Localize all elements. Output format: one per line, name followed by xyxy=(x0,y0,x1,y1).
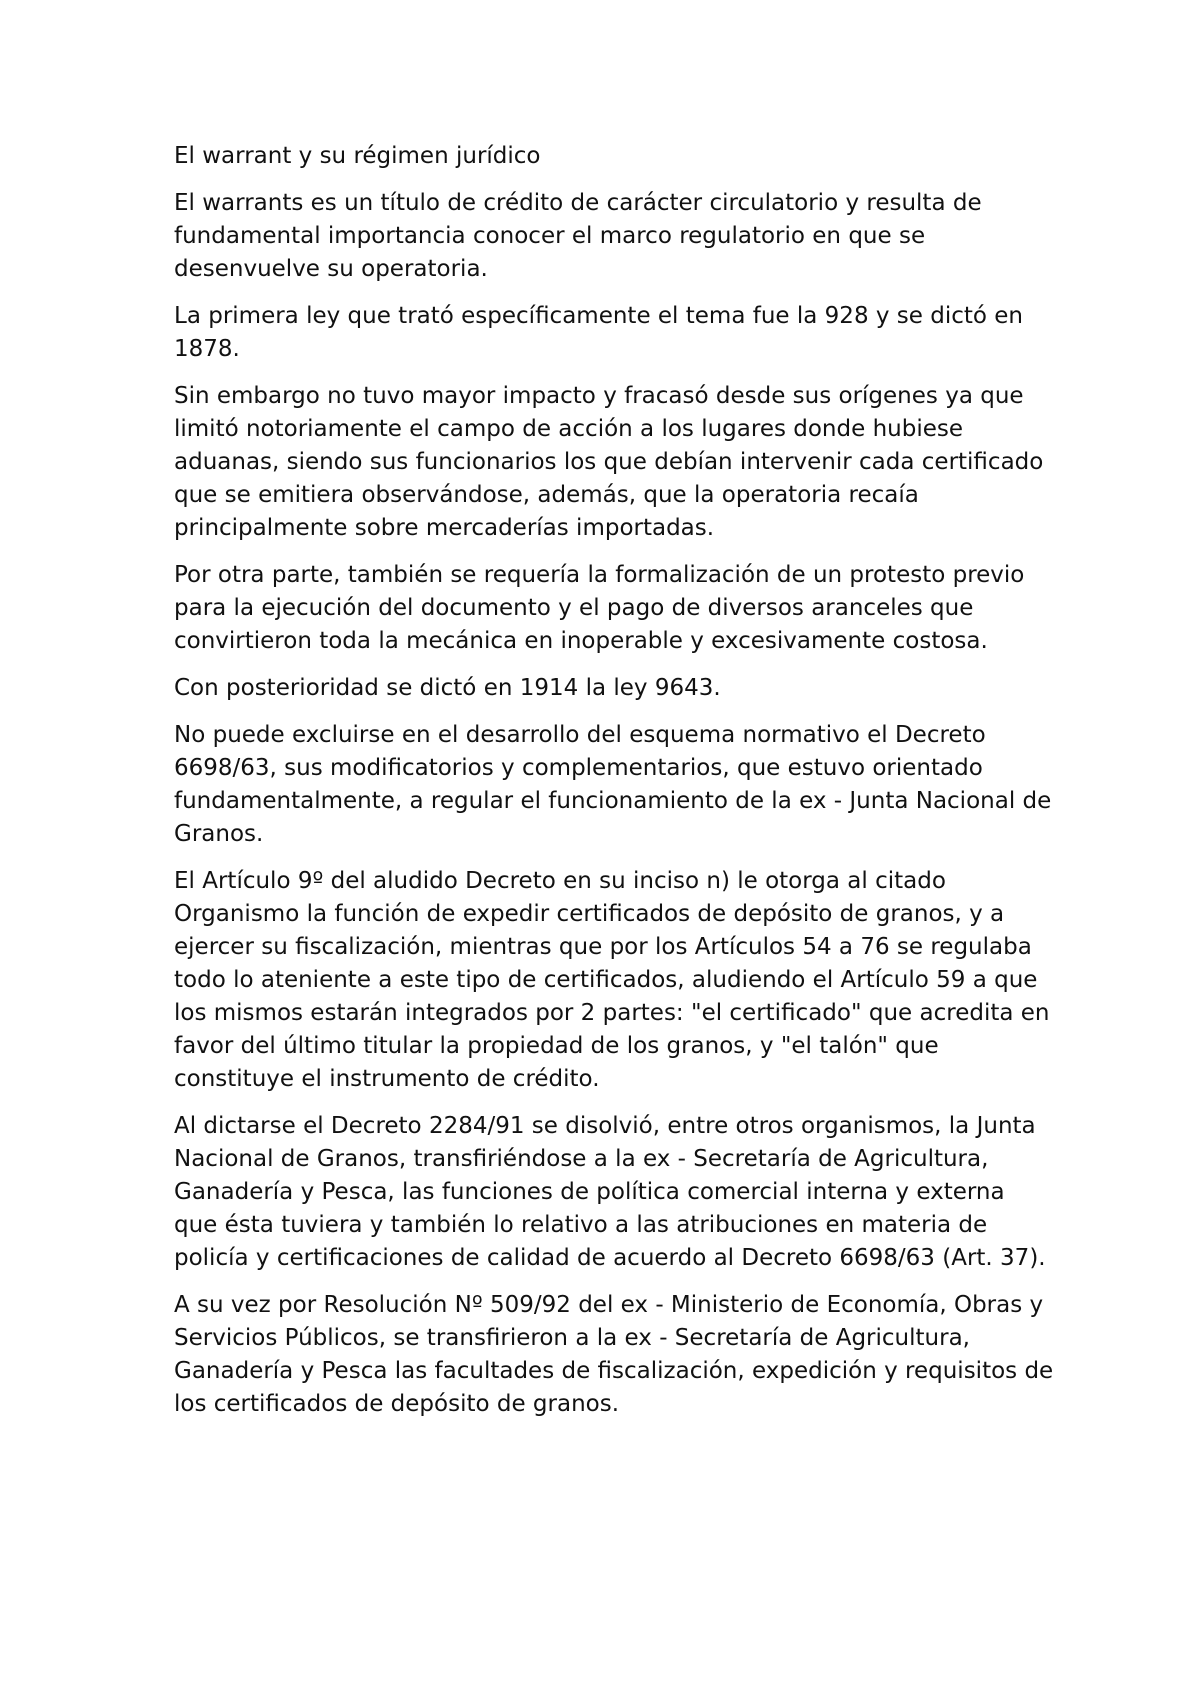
paragraph-2: La primera ley que trató específicamente el tema fue la 928 y se dictó en 1878. xyxy=(174,303,1024,362)
paragraph-9: A su vez por Resolución Nº 509/92 del ex - Ministerio de Economía, Obras y Servicios Públicos, se transfirieron a la ex - Secretaría de Agricultura, Ganadería y Pesca las facultades de fiscalización, expedición y requisitos de los certificados de depósito de granos. xyxy=(174,1292,1054,1417)
paragraph-3: Sin embargo no tuvo mayor impacto y fracasó desde sus orígenes ya que limitó notoriamente el campo de acción a los lugares donde hubiese aduanas, siendo sus funcionarios los que debían intervenir cada certificado que se emitiera observándose, además, que la operatoria recaía principalmente sobre mercaderías importadas. xyxy=(174,383,1044,541)
document-title: El warrant y su régimen jurídico xyxy=(174,143,541,169)
paragraph-7: El Artículo 9º del aludido Decreto en su inciso n) le otorga al citado Organismo la función de expedir certificados de depósito de granos, y a ejercer su fiscalización, mientras que por los Artículos 54 a 76 se regulaba todo lo ateniente a este tipo de certificados, aludiendo el Artículo 59 a que los mismos estarán integrados por 2 partes: "el certificado" que acredita en favor del último titular la propiedad de los granos, y "el talón" que constituye el instrumento de crédito. xyxy=(174,868,1050,1092)
paragraph-1: El warrants es un título de crédito de carácter circulatorio y resulta de fundamental importancia conocer el marco regulatorio en que se desenvuelve su operatoria. xyxy=(174,190,982,282)
paragraph-4: Por otra parte, también se requería la formalización de un protesto previo para la ejecución del documento y el pago de diversos aranceles que convirtieron toda la mecánica en inoperable y excesivamente costosa. xyxy=(174,562,1025,654)
paragraph-6: No puede excluirse en el desarrollo del esquema normativo el Decreto 6698/63, sus modificatorios y complementarios, que estuvo orientado fundamentalmente, a regular el funcionamiento de la ex - Junta Nacional de Granos. xyxy=(174,722,1052,847)
paragraph-8: Al dictarse el Decreto 2284/91 se disolvió, entre otros organismos, la Junta Nacional de Granos, transfiriéndose a la ex - Secretaría de Agricultura, Ganadería y Pesca, las funciones de política comercial interna y externa que ésta tuviera y también lo relativo a las atribuciones en materia de policía y certificaciones de calidad de acuerdo al Decreto 6698/63 (Art. 37). xyxy=(174,1113,1046,1271)
document-body xyxy=(174,140,1054,1435)
paragraph-5: Con posterioridad se dictó en 1914 la ley 9643. xyxy=(174,675,721,701)
